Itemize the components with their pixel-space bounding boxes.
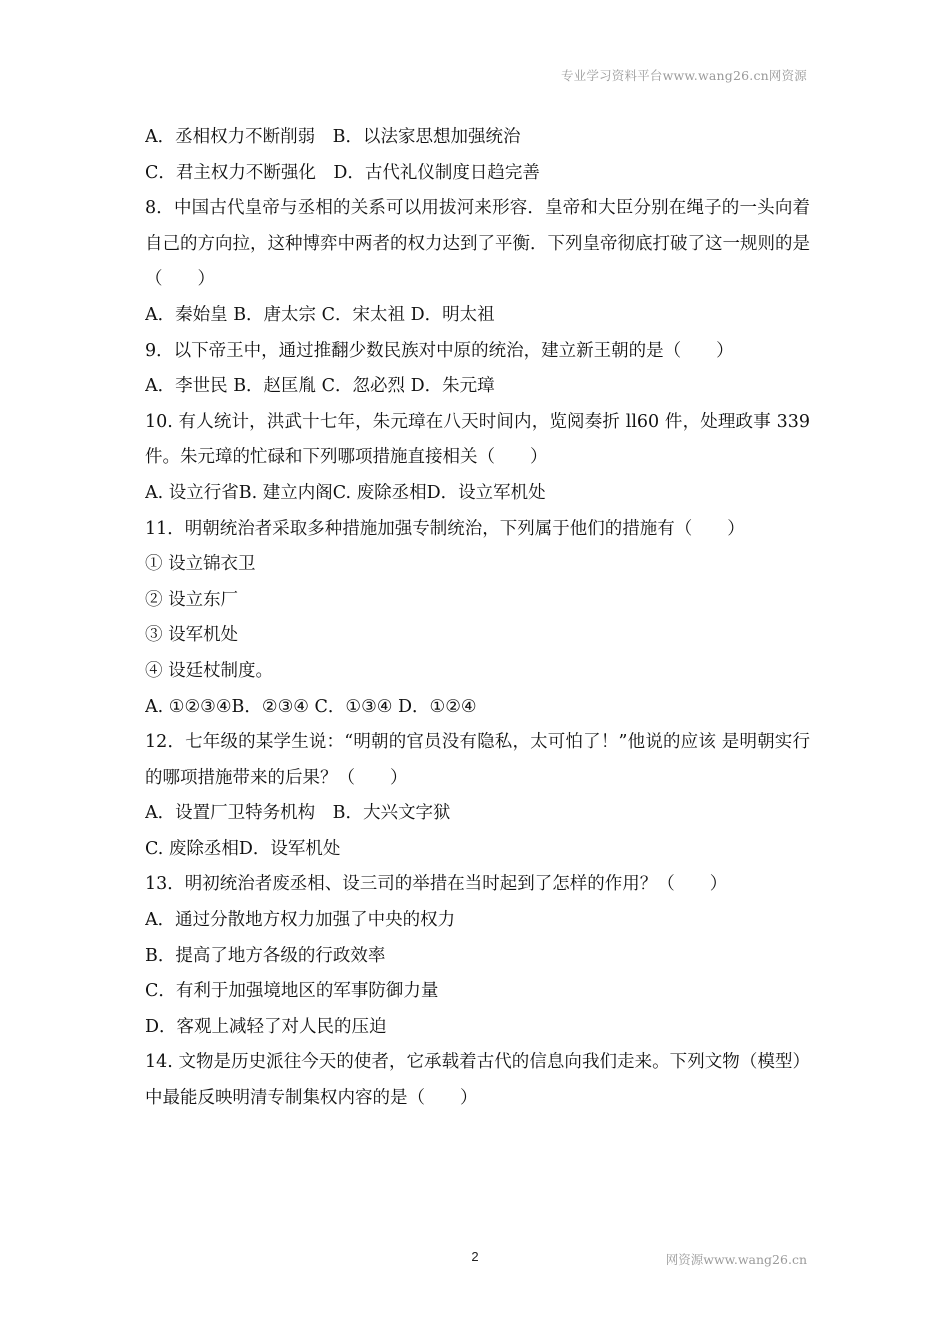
q10-options: A. 设立行省B. 建立内阁C. 废除丞相D．设立军机处: [145, 482, 546, 503]
footer-watermark: 网资源www.wang26.cn: [665, 1252, 807, 1267]
q8-options: A．秦始皇 B．唐太宗 C．宋太祖 D．明太祖: [145, 304, 495, 325]
q12-options-ab: A．设置厂卫特务机构 B．大兴文字狱: [145, 803, 451, 824]
q13-option-b: B．提高了地方各级的行政效率: [145, 945, 386, 966]
header-watermark: 专业学习资料平台www.wang26.cn网资源: [560, 68, 807, 83]
q7-options-ab: A．丞相权力不断削弱 B．以法家思想加强统治: [145, 127, 521, 147]
q13-option-c: C．有利于加强境地区的军事防御力量: [145, 981, 439, 1002]
q11-item-2: ② 设立东厂: [145, 589, 239, 610]
question-8: 8．中国古代皇帝与丞相的关系可以用拔河来形容．皇帝和大臣分别在绳子的一头向着自己的方向拉，这种博弈中两者的权力达到了平衡．下列皇帝彻底打破了这一规则的是（ ）: [145, 198, 810, 290]
q12-options-cd: C. 废除丞相D．设军机处: [145, 838, 341, 859]
q11-item-3: ③ 设军机处: [145, 625, 239, 646]
q13-option-d: D．客观上减轻了对人民的压迫: [145, 1016, 387, 1037]
question-11: 11．明朝统治者采取多种措施加强专制统治，下列属于他们的措施有（ ）: [145, 518, 745, 539]
q7-options-cd: C．君主权力不断强化 D．古代礼仪制度日趋完善: [145, 162, 540, 183]
question-13: 13．明初统治者废丞相、设三司的举措在当时起到了怎样的作用？（ ）: [145, 874, 728, 895]
q11-item-1: ① 设立锦衣卫: [145, 554, 256, 575]
page-number: 2: [471, 1249, 479, 1264]
question-9: 9．以下帝王中，通过推翻少数民族对中原的统治，建立新王朝的是（ ）: [145, 340, 734, 361]
question-10: 10. 有人统计，洪武十七年，朱元璋在八天时间内，览阅奏折 ll60 件，处理政事 339 件。朱元璋的忙碌和下列哪项措施直接相关（ ）: [145, 411, 810, 468]
question-14: 14. 文物是历史派往今天的使者，它承载着古代的信息向我们走来。下列文物（模型）中最能反映明清专制集权内容的是（ ）: [145, 1052, 810, 1109]
q13-option-a: A．通过分散地方权力加强了中央的权力: [145, 910, 456, 931]
q9-options: A．李世民 B．赵匡胤 C．忽必烈 D．朱元璋: [145, 376, 495, 397]
q11-options: A. ①②③④B．②③④ C．①③④ D．①②④: [145, 696, 477, 717]
q11-item-4: ④ 设廷杖制度。: [145, 660, 274, 681]
question-12: 12．七年级的某学生说：“明朝的官员没有隐私，太可怕了！”他说的应该 是明朝实行的哪项措施带来的后果？（ ）: [145, 732, 810, 788]
document-body: [145, 120, 810, 1117]
